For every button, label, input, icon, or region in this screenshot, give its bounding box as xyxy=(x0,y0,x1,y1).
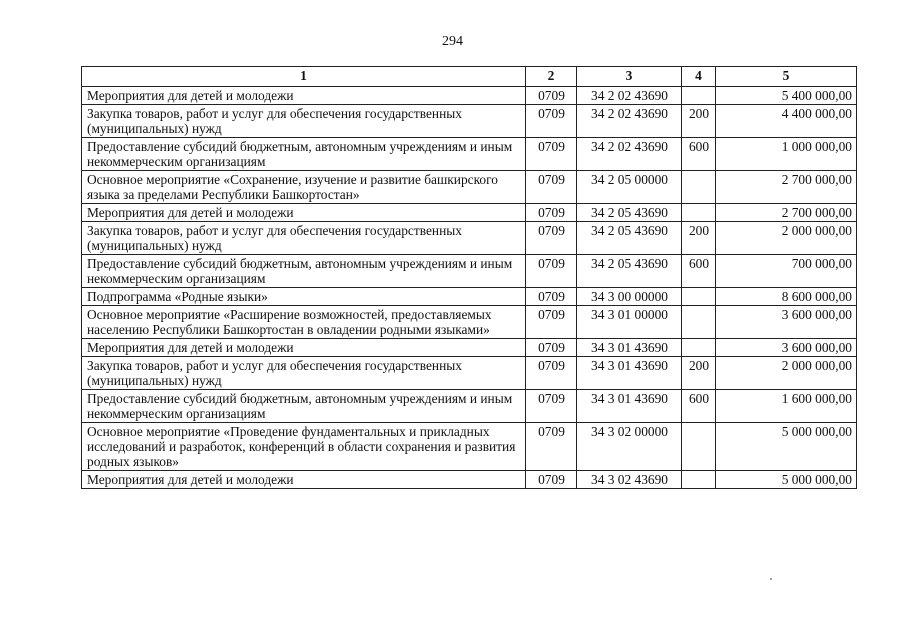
table-row xyxy=(82,222,857,255)
row-amount: 700 000,00 xyxy=(716,255,857,288)
row-section: 0709 xyxy=(526,339,577,357)
row-target-article: 34 2 05 43690 xyxy=(577,204,682,222)
row-amount: 4 400 000,00 xyxy=(716,105,857,138)
table-row xyxy=(82,204,857,222)
row-expense-type: 200 xyxy=(682,222,716,255)
row-expense-type: 200 xyxy=(682,105,716,138)
row-amount: 1 000 000,00 xyxy=(716,138,857,171)
table-row xyxy=(82,390,857,423)
row-amount: 5 000 000,00 xyxy=(716,471,857,489)
row-target-article: 34 3 01 43690 xyxy=(577,390,682,423)
table-row xyxy=(82,288,857,306)
row-section: 0709 xyxy=(526,390,577,423)
row-name: Мероприятия для детей и молодежи xyxy=(82,204,526,222)
row-expense-type: 600 xyxy=(682,138,716,171)
row-amount: 2 000 000,00 xyxy=(716,357,857,390)
header-col-name: 1 xyxy=(82,67,526,87)
row-name: Мероприятия для детей и молодежи xyxy=(82,87,526,105)
row-amount: 8 600 000,00 xyxy=(716,288,857,306)
row-amount: 5 000 000,00 xyxy=(716,423,857,471)
table-row xyxy=(82,357,857,390)
row-name: Мероприятия для детей и молодежи xyxy=(82,339,526,357)
row-section: 0709 xyxy=(526,255,577,288)
row-section: 0709 xyxy=(526,87,577,105)
row-name: Мероприятия для детей и молодежи xyxy=(82,471,526,489)
row-amount: 2 700 000,00 xyxy=(716,204,857,222)
row-amount: 5 400 000,00 xyxy=(716,87,857,105)
row-amount: 2 700 000,00 xyxy=(716,171,857,204)
header-col-target-article: 3 xyxy=(577,67,682,87)
row-section: 0709 xyxy=(526,138,577,171)
row-section: 0709 xyxy=(526,288,577,306)
table-row xyxy=(82,423,857,471)
row-expense-type: 600 xyxy=(682,255,716,288)
row-target-article: 34 3 00 00000 xyxy=(577,288,682,306)
row-section: 0709 xyxy=(526,222,577,255)
row-name: Предоставление субсидий бюджетным, автономным учреждениям и иным некоммерческим организациям xyxy=(82,390,526,423)
row-section: 0709 xyxy=(526,105,577,138)
row-name: Основное мероприятие «Проведение фундаментальных и прикладных исследований и разработок, конференций в области сохранения и развития родных языков» xyxy=(82,423,526,471)
scan-speck xyxy=(770,578,772,580)
row-target-article: 34 3 01 43690 xyxy=(577,339,682,357)
page-number: 294 xyxy=(442,34,463,49)
row-name: Основное мероприятие «Расширение возможностей, предоставляемых населению Республики Башкортостан в овладении родными языками» xyxy=(82,306,526,339)
header-col-amount: 5 xyxy=(716,67,857,87)
row-amount: 3 600 000,00 xyxy=(716,306,857,339)
row-expense-type xyxy=(682,471,716,489)
row-target-article: 34 2 02 43690 xyxy=(577,105,682,138)
row-target-article: 34 2 02 43690 xyxy=(577,138,682,171)
row-section: 0709 xyxy=(526,423,577,471)
table-row xyxy=(82,105,857,138)
row-name: Основное мероприятие «Сохранение, изучение и развитие башкирского языка за пределами Республики Башкортостан» xyxy=(82,171,526,204)
header-col-expense-type: 4 xyxy=(682,67,716,87)
table-row xyxy=(82,471,857,489)
row-name: Предоставление субсидий бюджетным, автономным учреждениям и иным некоммерческим организациям xyxy=(82,255,526,288)
row-name: Подпрограмма «Родные языки» xyxy=(82,288,526,306)
row-expense-type xyxy=(682,288,716,306)
row-target-article: 34 3 02 43690 xyxy=(577,471,682,489)
row-section: 0709 xyxy=(526,306,577,339)
row-section: 0709 xyxy=(526,204,577,222)
row-name: Закупка товаров, работ и услуг для обеспечения государственных (муниципальных) нужд xyxy=(82,222,526,255)
table-row xyxy=(82,171,857,204)
header-row xyxy=(82,67,857,87)
row-target-article: 34 3 02 00000 xyxy=(577,423,682,471)
row-expense-type xyxy=(682,306,716,339)
row-section: 0709 xyxy=(526,171,577,204)
row-expense-type xyxy=(682,339,716,357)
row-section: 0709 xyxy=(526,357,577,390)
row-expense-type xyxy=(682,171,716,204)
row-target-article: 34 2 05 43690 xyxy=(577,255,682,288)
row-target-article: 34 3 01 00000 xyxy=(577,306,682,339)
row-expense-type xyxy=(682,423,716,471)
row-target-article: 34 2 05 43690 xyxy=(577,222,682,255)
row-section: 0709 xyxy=(526,471,577,489)
row-amount: 3 600 000,00 xyxy=(716,339,857,357)
row-name: Закупка товаров, работ и услуг для обеспечения государственных (муниципальных) нужд xyxy=(82,357,526,390)
table-row xyxy=(82,87,857,105)
row-target-article: 34 2 05 00000 xyxy=(577,171,682,204)
row-target-article: 34 2 02 43690 xyxy=(577,87,682,105)
table-row xyxy=(82,138,857,171)
header-col-section: 2 xyxy=(526,67,577,87)
table-row xyxy=(82,255,857,288)
row-expense-type: 600 xyxy=(682,390,716,423)
row-name: Закупка товаров, работ и услуг для обеспечения государственных (муниципальных) нужд xyxy=(82,105,526,138)
row-target-article: 34 3 01 43690 xyxy=(577,357,682,390)
row-amount: 1 600 000,00 xyxy=(716,390,857,423)
row-expense-type xyxy=(682,87,716,105)
row-name: Предоставление субсидий бюджетным, автономным учреждениям и иным некоммерческим организациям xyxy=(82,138,526,171)
row-expense-type: 200 xyxy=(682,357,716,390)
table-row xyxy=(82,339,857,357)
table-row xyxy=(82,306,857,339)
budget-table xyxy=(81,66,857,489)
row-amount: 2 000 000,00 xyxy=(716,222,857,255)
row-expense-type xyxy=(682,204,716,222)
